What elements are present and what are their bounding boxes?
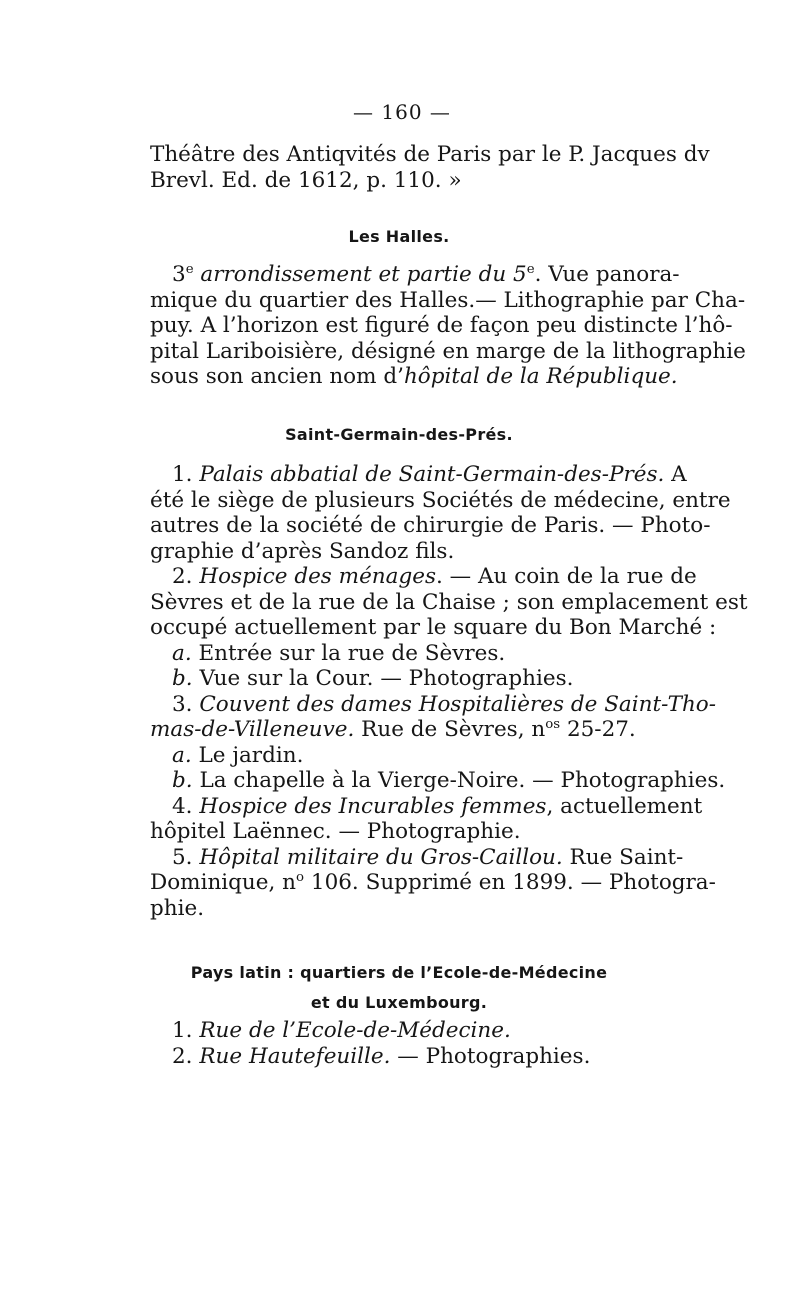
section-heading: Les Halles.: [348, 227, 450, 246]
section-saint-germain: [150, 422, 648, 448]
list-item: 2. Hospice des ménages. — Au coin de la rue de: [172, 564, 697, 589]
sub-item: b. Vue sur la Cour. — Photographies.: [172, 666, 574, 691]
text-line: occupé actuellement par le square du Bon Marché :: [150, 615, 717, 640]
list-item: 3. Couvent des dames Hospitalières de Saint-Tho-: [172, 691, 716, 717]
text-line: Brevl. Ed. de 1612, p. 110. »: [150, 167, 462, 193]
section-pays-latin: [150, 960, 648, 1015]
text-line: pital Lariboisière, désigné en marge de la lithographie: [150, 338, 746, 364]
sub-item: b. La chapelle à la Vierge-Noire. — Photographies.: [172, 768, 726, 793]
intro-paragraph: [150, 142, 710, 193]
halles-paragraph: [150, 261, 746, 390]
text-line: phie.: [150, 895, 205, 921]
list-item: 4. Hospice des Incurables femmes, actuellement: [172, 793, 703, 819]
list-item: 2. Rue Hautefeuille. — Photographies.: [172, 1043, 591, 1069]
page-number: — 160 —: [353, 100, 451, 124]
text-line: Dominique, $n^o$ 106. Supprimé en 1899. — Photogra-: [150, 869, 716, 895]
text-line: mas-de-Villeneuve. Rue de Sèvres, $n^{os}$ 25-27.: [150, 716, 636, 742]
text-line: autres de la société de chirurgie de Paris. — Photo-: [150, 513, 711, 538]
text-line: 3e arrondissement et partie du 5e. Vue panora-: [172, 261, 680, 287]
section-halles: [150, 224, 648, 250]
pays-latin-list: [150, 1018, 648, 1069]
list-item: 1. Palais abbatial de Saint-Germain-des-Prés. A: [172, 462, 687, 487]
sub-item: a. Le jardin.: [172, 742, 304, 768]
saint-germain-list: [150, 462, 748, 921]
list-item: 5. Hôpital militaire du Gros-Caillou. Rue Saint-: [172, 844, 684, 870]
text-line: Théâtre des Antiqvités de Paris par le P. Jacques dv: [150, 142, 710, 167]
text-line: graphie d’après Sandoz fils.: [150, 538, 455, 564]
text-line: puy. A l’horizon est figuré de façon peu distincte l’hô-: [150, 313, 733, 338]
section-heading: Saint-Germain-des-Prés.: [285, 425, 513, 444]
section-heading-line2: et du Luxembourg.: [310, 992, 488, 1012]
section-heading: Pays latin : quartiers de l’Ecole-de-Médecine: [190, 963, 608, 982]
text-line: Sèvres et de la rue de la Chaise ; son emplacement est: [150, 589, 748, 615]
text-line: mique du quartier des Halles.— Lithographie par Cha-: [150, 287, 746, 313]
text-line: hôpitel Laënnec. — Photographie.: [150, 819, 521, 844]
text-line: sous son ancien nom d’hôpital de la République.: [150, 364, 678, 389]
text-line: été le siège de plusieurs Sociétés de médecine, entre: [150, 487, 731, 513]
sub-item: a. Entrée sur la rue de Sèvres.: [172, 640, 506, 666]
list-item: 1. Rue de l’Ecole-de-Médecine.: [172, 1018, 511, 1043]
